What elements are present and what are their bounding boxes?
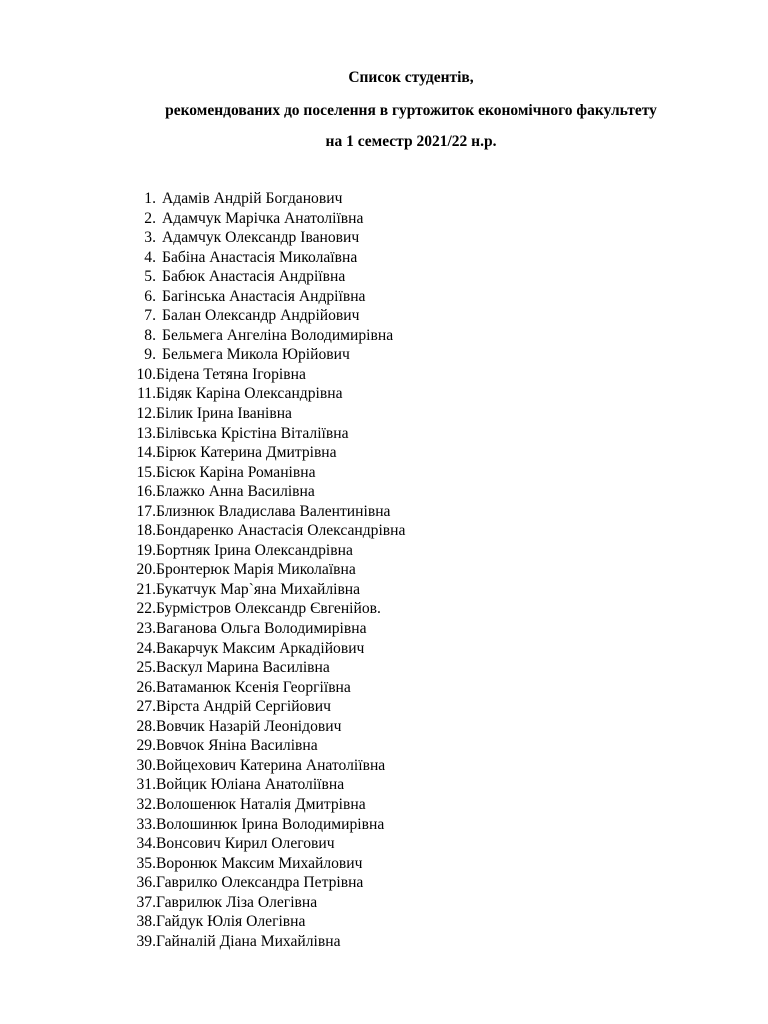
list-item <box>126 775 405 795</box>
list-item-name: Балан Олександр Андрійович <box>162 307 360 325</box>
list-item-name: Ватаманюк Ксенія Георгіївна <box>156 678 351 696</box>
list-item-number: 11. <box>137 385 156 403</box>
list-item-number: 17. <box>136 502 156 520</box>
list-item <box>126 502 405 522</box>
list-item-number: 37. <box>136 893 156 911</box>
list-item <box>126 463 405 483</box>
list-item-name: Бурмістров Олександр Євгенійов. <box>156 600 381 618</box>
list-item-number: 38. <box>136 913 156 931</box>
list-item <box>126 717 405 737</box>
list-item-number: 7. <box>144 307 156 325</box>
list-item <box>126 560 405 580</box>
list-subtitle: рекомендованих до поселення в гуртожиток економічного факультету <box>165 102 657 119</box>
list-item <box>126 248 405 268</box>
list-item <box>126 932 405 952</box>
list-item-name: Волошинюк Ірина Володимирівна <box>156 815 385 833</box>
list-item-number: 2. <box>144 209 156 227</box>
list-item-name: Вірста Андрій Сергійович <box>156 698 331 716</box>
list-item-name: Вонсович Кирил Олегович <box>156 835 335 853</box>
list-item-number: 27. <box>136 698 156 716</box>
list-item-number: 15. <box>136 463 156 481</box>
list-item-name: Білик Ірина Іванівна <box>156 405 292 423</box>
list-item-number: 5. <box>144 268 156 286</box>
list-item-number: 22. <box>136 600 156 618</box>
list-item-name: Багінська Анастасія Андріївна <box>162 287 366 305</box>
list-item-name: Бондаренко Анастасія Олександрівна <box>156 522 406 540</box>
list-item <box>126 326 405 346</box>
list-item <box>126 189 405 209</box>
list-item <box>126 854 405 874</box>
list-item-number: 36. <box>136 874 156 892</box>
list-item <box>126 267 405 287</box>
list-item-name: Бірюк Катерина Дмитрівна <box>156 444 337 462</box>
list-item <box>126 834 405 854</box>
list-item <box>126 541 405 561</box>
list-item <box>126 736 405 756</box>
list-item-name: Близнюк Владислава Валентинівна <box>156 502 391 520</box>
list-item-number: 16. <box>136 483 156 501</box>
list-item <box>126 815 405 835</box>
student-list <box>126 189 405 951</box>
list-item-number: 35. <box>136 854 156 872</box>
list-item-number: 4. <box>144 248 156 266</box>
list-item-number: 32. <box>136 795 156 813</box>
list-item-name: Бельмега Микола Юрійович <box>162 346 350 364</box>
list-item-number: 8. <box>144 326 156 344</box>
list-title: Список студентів, <box>348 69 474 86</box>
list-item-number: 31. <box>136 776 156 794</box>
list-item-name: Войцехович Катерина Анатоліївна <box>156 756 386 774</box>
list-item-number: 14. <box>136 444 156 462</box>
list-item <box>126 365 405 385</box>
list-item-name: Бабюк Анастасія Андріївна <box>162 268 346 286</box>
list-item-number: 20. <box>136 561 156 579</box>
list-item <box>126 306 405 326</box>
list-item-name: Бідена Тетяна Ігорівна <box>156 365 306 383</box>
list-item-number: 24. <box>136 639 156 657</box>
list-item <box>126 521 405 541</box>
list-item-name: Адамів Андрій Богданович <box>162 190 343 207</box>
list-item <box>126 599 405 619</box>
list-item-number: 29. <box>136 737 156 755</box>
list-item-number: 18. <box>136 522 156 540</box>
list-item-name: Бідяк Каріна Олександрівна <box>156 385 343 403</box>
list-item-number: 33. <box>136 815 156 833</box>
list-item-name: Бельмега Ангеліна Володимирівна <box>162 326 394 344</box>
list-item-name: Воронюк Максим Михайлович <box>156 854 363 872</box>
list-item-name: Блажко Анна Василівна <box>156 483 315 501</box>
list-item <box>126 482 405 502</box>
list-item-number: 9. <box>144 346 156 364</box>
list-item <box>126 873 405 893</box>
list-item-name: Бабіна Анастасія Миколаївна <box>162 248 358 266</box>
list-item-number: 25. <box>136 659 156 677</box>
list-item <box>126 678 405 698</box>
list-item <box>126 795 405 815</box>
list-item <box>126 658 405 678</box>
list-item-number: 13. <box>136 424 156 442</box>
list-item <box>126 228 405 248</box>
list-item-number: 23. <box>136 620 156 638</box>
list-item-name: Адамчук Марічка Анатоліївна <box>162 209 364 227</box>
list-item-number: 19. <box>136 541 156 559</box>
list-item <box>126 404 405 424</box>
list-item <box>126 619 405 639</box>
list-item <box>126 912 405 932</box>
list-item-name: Гайдук Юлія Олегівна <box>156 913 306 931</box>
list-item-number: 12. <box>136 405 156 423</box>
list-item <box>126 639 405 659</box>
list-item-number: 26. <box>136 678 156 696</box>
list-item-name: Васкул Марина Василівна <box>156 659 330 677</box>
list-item <box>126 209 405 229</box>
list-item-name: Вакарчук Максим Аркадійович <box>156 639 365 657</box>
list-item-name: Гаврилко Олександра Петрівна <box>156 874 364 892</box>
list-item-name: Вовчик Назарій Леонідович <box>156 717 342 735</box>
list-item <box>126 287 405 307</box>
list-item-number: 30. <box>136 756 156 774</box>
list-item-number: 3. <box>144 229 156 247</box>
list-item <box>126 756 405 776</box>
list-item <box>126 384 405 404</box>
list-item-number: 6. <box>144 287 156 305</box>
list-item-name: Бісюк Каріна Романівна <box>156 463 316 481</box>
list-item-name: Вовчок Яніна Василівна <box>156 737 318 755</box>
list-item-name: Адамчук Олександр Іванович <box>162 229 360 247</box>
list-item-number: 39. <box>136 932 156 950</box>
list-item-number: 1. <box>144 190 156 207</box>
list-item <box>126 697 405 717</box>
list-item-name: Волошенюк Наталія Дмитрівна <box>156 795 366 813</box>
list-item-name: Войцик Юліана Анатоліївна <box>156 776 345 794</box>
list-item-number: 21. <box>136 580 156 598</box>
list-item-name: Букатчук Мар`яна Михайлівна <box>156 580 361 598</box>
list-item-name: Гайналій Діана Михайлівна <box>156 932 341 950</box>
list-item-name: Бортняк Ірина Олександрівна <box>156 541 353 559</box>
list-item-name: Білівська Крістіна Віталіївна <box>156 424 349 442</box>
list-item-number: 34. <box>136 835 156 853</box>
list-item-number: 10. <box>136 365 156 383</box>
list-item <box>126 443 405 463</box>
list-item-number: 28. <box>136 717 156 735</box>
list-item <box>126 345 405 365</box>
list-item <box>126 580 405 600</box>
list-item <box>126 893 405 913</box>
semester-line: на 1 семестр 2021/22 н.р. <box>325 133 497 150</box>
list-item-name: Гаврилюк Ліза Олегівна <box>156 893 318 911</box>
list-item-name: Бронтерюк Марія Миколаївна <box>156 561 356 579</box>
list-item-name: Ваганова Ольга Володимирівна <box>156 620 367 638</box>
list-item <box>126 424 405 444</box>
